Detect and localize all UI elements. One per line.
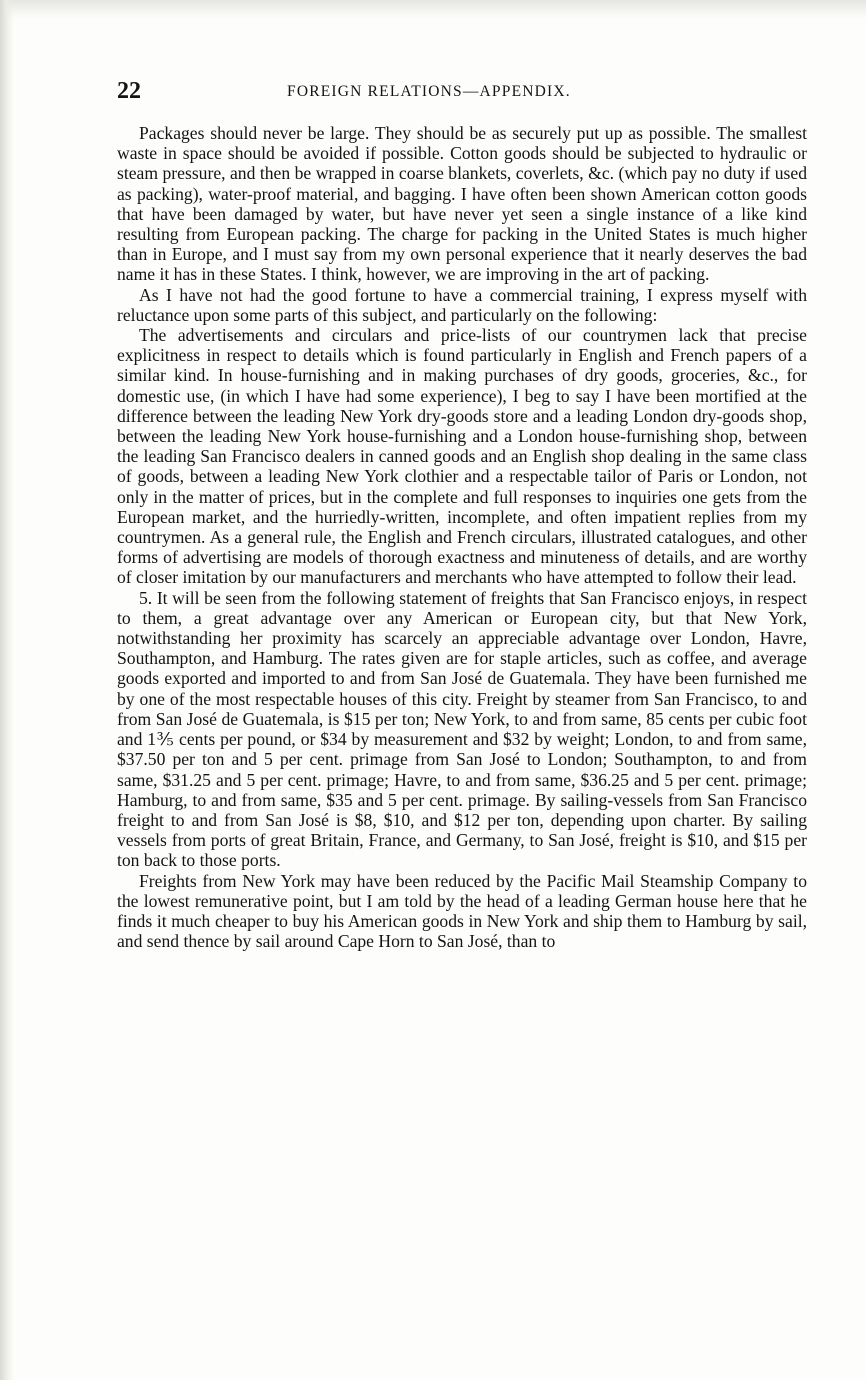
paragraph-freights-statement: 5. It will be seen from the following statement of freights that San Francisco enjoys, in respect to them, a great advantage over any American or European city, but that New York, notwithstanding her proximity has scarcely an appreciable advantage over London, Havre, Southampton, and Hamburg. The rates given are for staple articles, such as coffee, and average goods exported and imported to and from San José de Guatemala. They have been furnished me by one of the most respectable houses of this city. Freight by steamer from San Francisco, to and from San José de Guatemala, is $15 per ton; New York, to and from same, 85 cents per cubic foot and 1⅗ cents per pound, or $34 by measurement and $32 by weight; London, to and from same, $37.50 per ton and 5 per cent. primage from San José to London; Southampton, to and from same, $31.25 and 5 per cent. primage; Havre, to and from same, $36.25 and 5 per cent. primage; Hamburg, to and from same, $35 and 5 per cent. primage. By sailing-vessels from San Francisco freight to and from San José is $8, $10, and $12 per ton, depending upon charter. By sailing vessels from ports of great Britain, France, and Germany, to San José, freight is $10, and $15 per ton back to those ports. xyxy=(117,587,807,871)
page-number: 22 xyxy=(117,78,141,104)
paragraph-new-york-freights: Freights from New York may have been reduced by the Pacific Mail Steamship Company to the lowest remunerative point, but I am told by the head of a leading German house here that he finds it much cheaper to buy his American goods in New York and ship them to Hamburg by sail, and send thence by sail around Cape Horn to San José, than to xyxy=(117,870,807,952)
paragraph-packing: Packages should never be large. They should be as securely put up as possible. The smallest waste in space should be avoided if possible. Cotton goods should be subjected to hydraulic or steam pressure, and then be wrapped in coarse blankets, coverlets, &c. (which pay no duty if used as packing), water-proof material, and bagging. I have often been shown American cotton goods that have been damaged by water, but have never yet seen a single instance of a like kind resulting from European packing. The charge for packing in the United States is much higher than in Europe, and I must say from my own personal experience that it nearly deserves the bad name it has in these States. I think, however, we are improving in the art of packing. xyxy=(117,123,807,285)
body-text xyxy=(117,123,807,951)
paragraph-advertisements: The advertisements and circulars and price-lists of our countrymen lack that precise explicitness in respect to details which is found particularly in English and French papers of a similar kind. In house-furnishing and in making purchases of dry goods, groceries, &c., for domestic use, (in which I have had some experience), I beg to say I have been mortified at the difference between the leading New York dry-goods store and a leading London dry-goods shop, between the leading New York house-furnishing and a London house-furnishing shop, between the leading San Francisco dealers in canned goods and an English shop dealing in the same class of goods, between a leading New York clothier and a respectable tailor of Paris or London, not only in the matter of prices, but in the complete and full responses to inquiries one gets from the European market, and the hurriedly-written, incomplete, and often impatient replies from my countrymen. As a general rule, the English and French circulars, illustrated catalogues, and other forms of advertising are models of thorough exactness and minuteness of details, and are worthy of closer imitation by our manufacturers and merchants who have attempted to follow their lead. xyxy=(117,325,807,588)
page-top-edge xyxy=(0,0,866,18)
paragraph-commercial-training: As I have not had the good fortune to have a commercial training, I express myself with reluctance upon some parts of this subject, and particularly on the following: xyxy=(117,284,807,325)
page-binding-edge xyxy=(0,0,14,1380)
running-title: FOREIGN RELATIONS—APPENDIX. xyxy=(287,83,571,100)
running-head xyxy=(117,78,807,104)
